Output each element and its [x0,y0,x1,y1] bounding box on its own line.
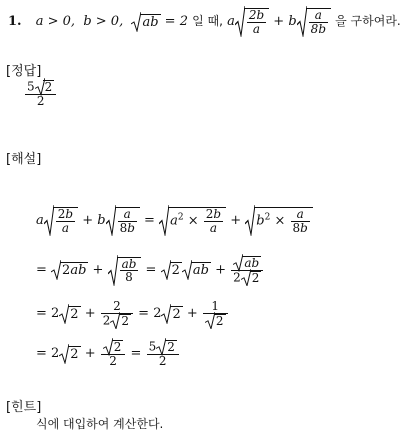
question-instruction: 을 구하여라. [335,14,401,29]
solution-label: [해설] [6,152,42,167]
solution-step-1: a $\frac{2b}{a}$ + b $\frac{a}{8b}$ = $a^2$ × $\frac{2b}{a}$ + $b^2$ × $\frac{a}{8b}$ [36,207,313,234]
solution-step-3: = 2 2 + 2 2 2 = 2 2 + $\frac{1}{2}$ [36,300,229,327]
hint-label: [힌트] [6,400,42,415]
question-condition: a > 0, b > 0, ab = 2 [36,14,192,29]
answer-label: [정답] [6,64,42,79]
answer-value: 5 2 2 [24,80,57,107]
question-number: 1. [8,14,22,30]
question-particle: 일 때, [192,14,223,29]
hint-text: 식에 대입하여 계산한다. [36,417,164,431]
solution-step-4: = 2 2 + $\frac{2}{2}$ = 5 2 2 [36,340,180,367]
sqrt-ab: ab [131,14,160,30]
solution-step-2: = 2ab + $\frac{ab}{8}$ = 2 ab + ab 2 2 [36,256,264,284]
question-line [8,8,401,35]
question-expression: a $\frac{2b}{a}$ + b $\frac{a}{8b}$ [227,14,335,29]
